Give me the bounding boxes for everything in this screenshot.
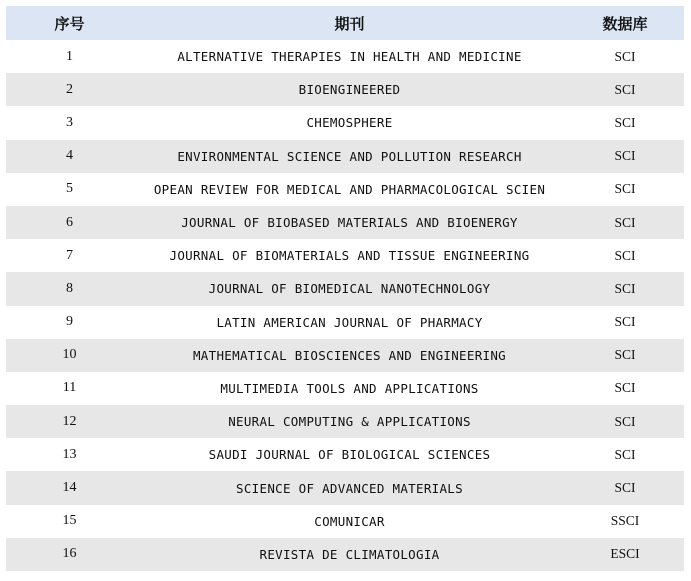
row-index: 9: [66, 314, 73, 330]
header-journal: 期刊: [334, 14, 365, 33]
row-journal: OPEAN REVIEW FOR MEDICAL AND PHARMACOLOGICAL SCIEN: [153, 181, 546, 197]
row-database: SCI: [614, 214, 636, 230]
row-database: SCI: [614, 148, 636, 164]
row-index: 14: [62, 480, 77, 496]
row-journal: COMUNICAR: [314, 513, 385, 529]
table-row: [6, 206, 684, 239]
table-row: [6, 471, 684, 504]
row-journal: SCIENCE OF ADVANCED MATERIALS: [236, 480, 463, 496]
table-row: [6, 106, 684, 139]
row-journal: SAUDI JOURNAL OF BIOLOGICAL SCIENCES: [208, 447, 491, 463]
row-database: SCI: [614, 480, 636, 496]
row-index: 2: [66, 81, 73, 97]
row-index: 1: [66, 48, 73, 64]
table-row: [6, 339, 684, 372]
row-database: SCI: [614, 347, 636, 363]
table-header-row: [6, 6, 684, 40]
row-index: 5: [66, 181, 73, 197]
row-index: 3: [66, 114, 73, 130]
row-index: 7: [66, 247, 73, 263]
row-index: 12: [62, 413, 77, 429]
row-journal: BIOENGINEERED: [298, 82, 401, 98]
row-index: 15: [62, 513, 77, 529]
row-database: SCI: [614, 181, 636, 197]
table-row: [6, 272, 684, 305]
table-row: [6, 538, 684, 571]
journal-table: [6, 6, 684, 571]
row-database: SCI: [614, 314, 636, 330]
row-index: 13: [62, 446, 77, 462]
header-database: 数据库: [602, 14, 648, 33]
row-journal: MULTIMEDIA TOOLS AND APPLICATIONS: [220, 380, 479, 396]
row-journal: REVISTA DE CLIMATOLOGIA: [259, 546, 440, 562]
table-row: [6, 173, 684, 206]
row-database: SCI: [614, 446, 636, 462]
row-database: SCI: [614, 280, 636, 296]
row-database: SSCI: [610, 513, 640, 529]
table-body: [6, 40, 684, 571]
table-row: [6, 438, 684, 471]
table-row: [6, 239, 684, 272]
row-database: SCI: [614, 48, 636, 64]
row-journal: MATHEMATICAL BIOSCIENCES AND ENGINEERING: [192, 347, 507, 363]
row-database: ESCI: [610, 546, 640, 562]
row-index: 10: [62, 347, 77, 363]
header-index: 序号: [54, 14, 85, 33]
row-index: 8: [66, 280, 73, 296]
table-row: [6, 40, 684, 73]
table-row: [6, 372, 684, 405]
row-database: SCI: [614, 114, 636, 130]
row-journal: NEURAL COMPUTING & APPLICATIONS: [228, 414, 471, 430]
row-index: 11: [62, 380, 77, 396]
row-database: SCI: [614, 380, 636, 396]
table-row: [6, 140, 684, 173]
row-index: 6: [66, 214, 73, 230]
row-journal: JOURNAL OF BIOMEDICAL NANOTECHNOLOGY: [208, 281, 491, 297]
row-index: 4: [66, 148, 73, 164]
table-row: [6, 405, 684, 438]
row-database: SCI: [614, 247, 636, 263]
row-database: SCI: [614, 413, 636, 429]
table-row: [6, 505, 684, 538]
row-journal: CHEMOSPHERE: [306, 115, 393, 131]
row-journal: JOURNAL OF BIOMATERIALS AND TISSUE ENGINEERING: [169, 248, 530, 264]
row-database: SCI: [614, 81, 636, 97]
row-journal: ENVIRONMENTAL SCIENCE AND POLLUTION RESEARCH: [177, 148, 522, 164]
row-index: 16: [62, 546, 77, 562]
table-row: [6, 306, 684, 339]
table-row: [6, 73, 684, 106]
row-journal: ALTERNATIVE THERAPIES IN HEALTH AND MEDICINE: [177, 49, 522, 65]
row-journal: JOURNAL OF BIOBASED MATERIALS AND BIOENERGY: [181, 215, 518, 231]
row-journal: LATIN AMERICAN JOURNAL OF PHARMACY: [216, 314, 483, 330]
